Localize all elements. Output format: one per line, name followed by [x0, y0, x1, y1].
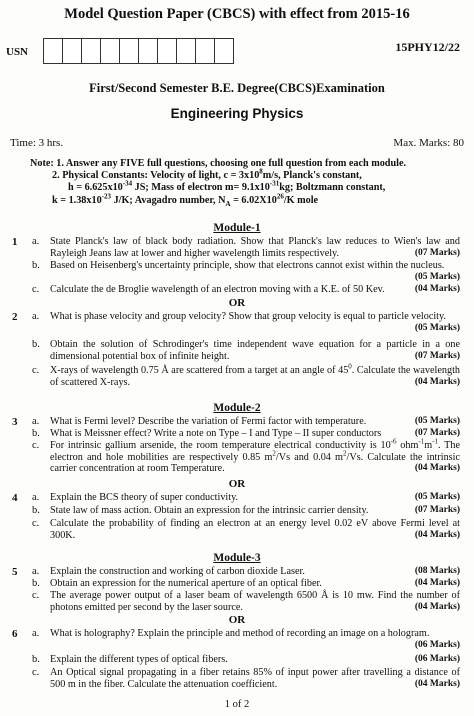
question-4a: Explain the BCS theory of super conductivity. (05 Marks): [50, 492, 460, 503]
question-4c: Calculate the probability of finding an electron at an energy level 0.02 eV above Fermi level at 300K. (04 Marks): [50, 518, 460, 541]
max-marks: Max. Marks: 80: [393, 137, 464, 149]
question-number: 5: [12, 566, 18, 578]
part-letter: c.: [32, 590, 40, 601]
question-3c: For intrinsic gallium arsenide, the room temperature electrical conductivity is $10^{-6}$ $ohm^{-1}m^{-1}$. The electron and hole mobilities are respectively 0.85 $m^2/Vs$ and 0.04 $m^2/Vs$. Calculate the intrinsic carrier concentration at room Temperature. (04 Marks): [50, 437, 461, 475]
note-2: 2. Physical Constants: Velocity of light, $c = 3x10^8m/s$, Planck's constant,: [52, 167, 362, 182]
usn-box: [176, 38, 196, 64]
question-number: 4: [12, 492, 18, 504]
part-letter: b.: [32, 260, 40, 271]
question-1b: Based on Heisenberg's uncertainty principle, show that electrons cannot exist within the nucleus. (05 Marks): [50, 260, 460, 282]
question-3a: What is Fermi level? Describe the variation of Fermi factor with temperature. (05 Marks): [50, 416, 460, 427]
or-divider: OR: [228, 614, 246, 626]
part-letter: b.: [32, 428, 40, 439]
part-letter: a.: [32, 566, 40, 577]
subject-title: Engineering Physics: [170, 106, 304, 121]
usn-box: [157, 38, 177, 64]
question-5a: Explain the construction and working of carbon dioxide Laser. (08 Marks): [50, 566, 460, 577]
usn-box: [81, 38, 101, 64]
usn-label: USN: [6, 46, 29, 58]
page-number: 1 of 2: [224, 699, 250, 710]
question-2c: X-rays of wavelength 0.75 Å are scattered from a target at an angle of $45^0$. Calculate the wavelength of scattered X-rays. (04 Marks): [50, 362, 460, 388]
question-1a: State Planck's law of black body radiation. Show that Planck's law reduces to Wien's law and Rayleigh Jeans law at lower and higher wavelength limits respectively. (07 Marks): [50, 236, 460, 259]
question-number: 6: [12, 628, 18, 640]
note-1: Note: 1. Answer any FIVE full questions, choosing one full question from each module.: [30, 158, 407, 169]
part-letter: b.: [32, 654, 40, 665]
question-2b: Obtain the solution of Schrodinger's time independent wave equation for a particle in a one dimensional potential box of infinite height. (07 Marks): [50, 339, 460, 362]
usn-boxes: [44, 38, 234, 64]
part-letter: b.: [32, 578, 40, 589]
part-letter: c.: [32, 667, 40, 678]
module-1-heading: Module-1: [213, 222, 261, 234]
usn-box: [100, 38, 120, 64]
module-2-heading: Module-2: [213, 402, 261, 414]
question-4b: State law of mass action. Obtain an expression for the intrinsic carrier density. (07 Marks): [50, 505, 460, 516]
semester-heading: First/Second Semester B.E. Degree(CBCS)Examination: [89, 81, 385, 95]
question-2a: What is phase velocity and group velocity? Show that group velocity is equal to particle velocity. (05 Marks): [50, 311, 460, 333]
note-4: $k = 1.38x10^{-23}$ J/K; Avagadro number, $N_A = 6.02X10^{26}/K$ mole: [52, 192, 319, 208]
question-1c: Calculate the de Broglie wavelength of an electron moving with a K.E. of 50 Kev. (04 Marks): [50, 284, 460, 295]
time-allowed: Time: 3 hrs.: [10, 137, 64, 149]
part-letter: c.: [32, 440, 40, 451]
question-6b: Explain the different types of optical fibers. (06 Marks): [50, 654, 460, 665]
question-number: 1: [12, 236, 18, 248]
or-divider: OR: [228, 297, 246, 309]
or-divider: OR: [228, 478, 246, 490]
instructions-note: [30, 158, 450, 207]
part-letter: a.: [32, 416, 40, 427]
question-number: 2: [12, 311, 18, 323]
question-6a: What is holography? Explain the principle and method of recording an image on a hologram. (06 Marks): [50, 628, 460, 650]
part-letter: c.: [32, 284, 40, 295]
paper-title: Model Question Paper (CBCS) with effect from 2015-16: [64, 6, 410, 22]
usn-box: [62, 38, 82, 64]
usn-box: [119, 38, 139, 64]
note-3: $h = 6.625x10^{-34}$ JS; Mass of electron $m= 9.1x10^{-31}kg$; Boltzmann constant,: [68, 180, 386, 194]
usn-box: [138, 38, 158, 64]
question-6c: An Optical signal propagating in a fiber retains 85% of input power after travelling a distance of 500 m in the fiber. Calculate the attenuation coefficient. (04 Marks): [50, 667, 460, 690]
question-5c: The average power output of a laser beam of wavelength 6500 Å is 10 mw. Find the number of photons emitted per second by the laser source. (04 Marks): [50, 590, 460, 613]
part-letter: a.: [32, 236, 40, 247]
part-letter: a.: [32, 492, 40, 503]
question-number: 3: [12, 416, 18, 428]
part-letter: b.: [32, 339, 40, 350]
module-3-heading: Module-3: [213, 552, 261, 564]
part-letter: c.: [32, 365, 40, 376]
question-3b: What is Meissner effect? Write a note on Type – I and Type – II super conductors (07 Marks): [50, 428, 460, 439]
usn-box: [195, 38, 215, 64]
part-letter: a.: [32, 628, 40, 639]
part-letter: c.: [32, 518, 40, 529]
subject-code: 15PHY12/22: [395, 40, 460, 54]
question-5b: Obtain an expression for the numerical aperture of an optical fiber. (04 Marks): [50, 578, 460, 589]
part-letter: a.: [32, 311, 40, 322]
usn-box: [43, 38, 63, 64]
usn-box: [214, 38, 234, 64]
part-letter: b.: [32, 505, 40, 516]
